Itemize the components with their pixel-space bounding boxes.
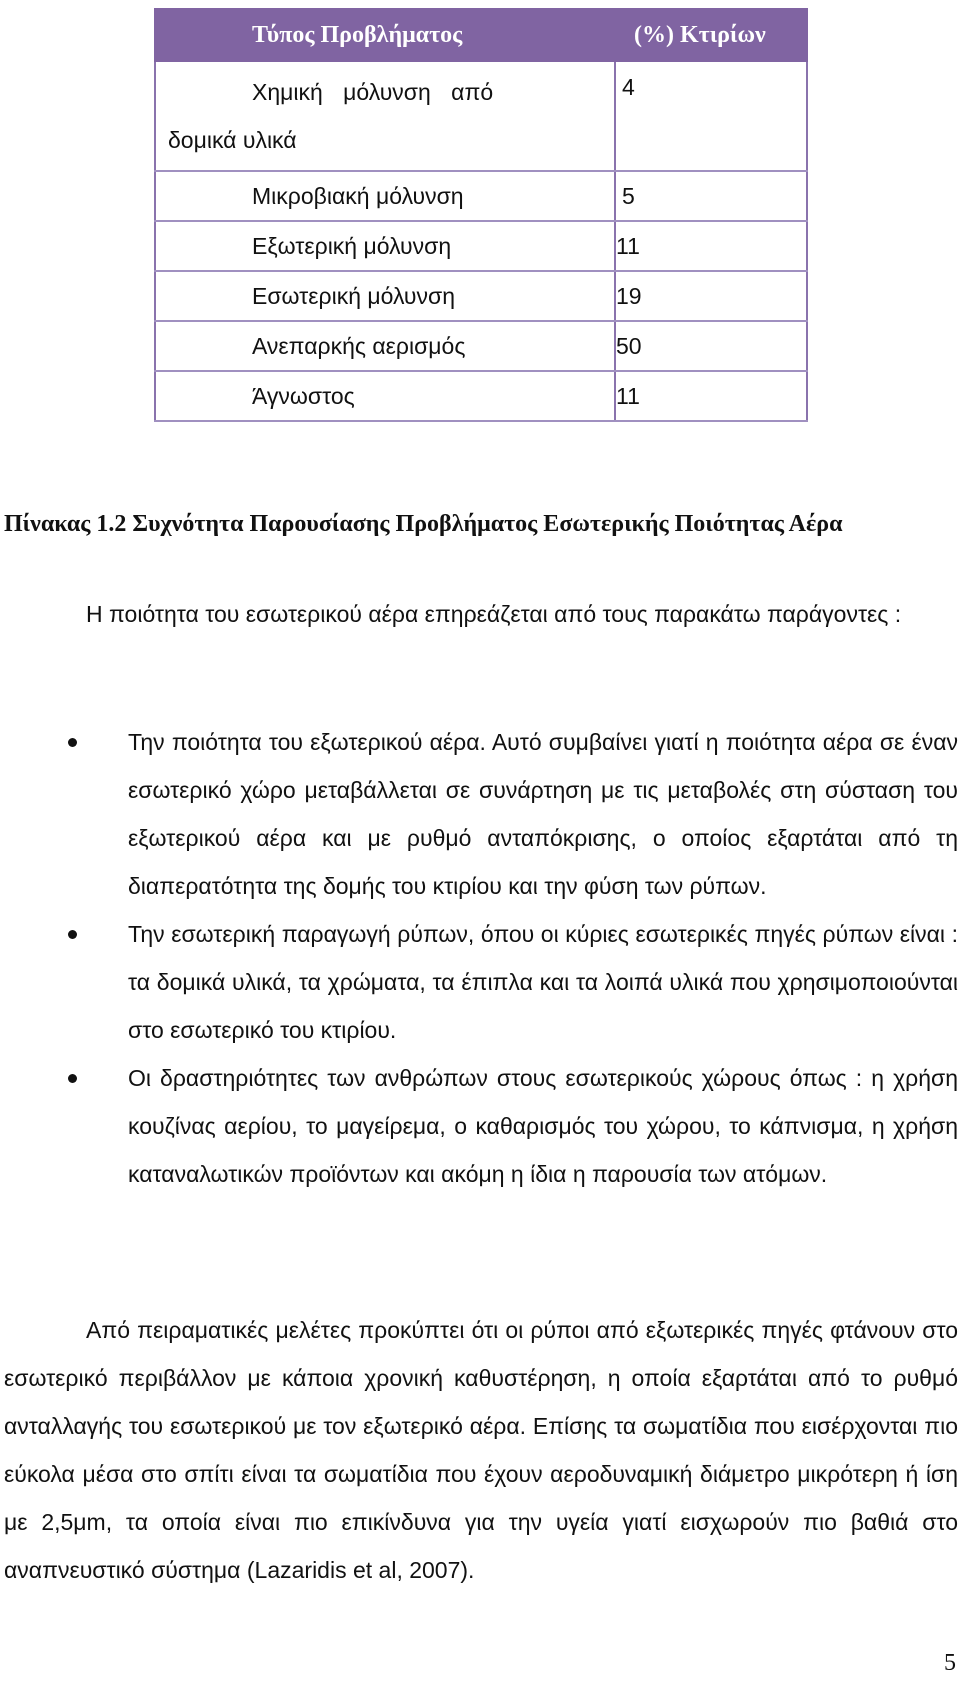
table-row [155, 271, 807, 321]
list-item [0, 1054, 958, 1198]
problem-type-cell: Άγνωστος [155, 371, 615, 421]
list-item-text: Οι δραστηριότητες των ανθρώπων στους εσωτερικούς χώρους όπως : η χρήση κουζίνας αερίου, το μαγείρεμα, ο καθαρισμός του χώρου, το κάπνισμα, η χρήση καταναλωτικών προϊόντων και ακόμη η ίδια η παρουσία των ατόμων. [128, 1065, 958, 1187]
table-row [155, 321, 807, 371]
problem-type-cell: Εξωτερική μόλυνση [155, 221, 615, 271]
table-caption: Πίνακας 1.2 Συχνότητα Παρουσίασης Προβλήματος Εσωτερικής Ποιότητας Αέρα [4, 511, 843, 537]
percent-cell: 19 [615, 271, 807, 321]
bullet-icon [68, 738, 77, 747]
problem-type-cell [155, 61, 615, 171]
list-item-text: Την ποιότητα του εξωτερικού αέρα. Αυτό συμβαίνει γιατί η ποιότητα αέρα σε έναν εσωτερικό χώρο μεταβάλλεται σε συνάρτηση με τις μεταβολές στη σύσταση του εξωτερικού αέρα και με ρυθμό ανταπόκρισης, ο οποίος εξαρτάται από τη διαπερατότητα της δομής του κτιρίου και την φύση των ρύπων. [128, 729, 958, 899]
percent-cell: 11 [615, 221, 807, 271]
intro-paragraph: Η ποιότητα του εσωτερικού αέρα επηρεάζεται από τους παρακάτω παράγοντες : [86, 601, 902, 627]
body-paragraph: Από πειραματικές μελέτες προκύπτει ότι οι ρύποι από εξωτερικές πηγές φτάνουν στο εσωτερικό περιβάλλον με κάποια χρονική καθυστέρηση, η οποία εξαρτάται από το ρυθμό ανταλλαγής του εσωτερικού με τον εξωτερικό αέρα. Επίσης τα σωματίδια που εισέρχονται πιο εύκολα μέσα στο σπίτι είναι τα σωματίδια που έχουν αεροδυναμική διάμετρο μικρότερη ή ίση με 2,5μm, τα οποία είναι πιο επικίνδυνα για την υγεία γιατί εισχωρούν πιο βαθιά στο αναπνευστικό σύστημα (Lazaridis et al, 2007). [4, 1317, 958, 1583]
percent-cell [615, 61, 807, 171]
percent-cell: 50 [615, 321, 807, 371]
percent-cell: 11 [615, 371, 807, 421]
percent-cell: 5 [615, 171, 807, 221]
list-item [0, 910, 958, 1054]
table-row [155, 371, 807, 421]
table-header-row [155, 9, 807, 61]
percent-value: 4 [622, 74, 635, 100]
problem-type-cell: Εσωτερική μόλυνση [155, 271, 615, 321]
building-problems-table [154, 8, 808, 422]
page-number: 5 [944, 1650, 956, 1676]
bullet-icon [68, 930, 77, 939]
header-building-percent: (%) Κτιρίων [615, 9, 807, 61]
factors-list [0, 718, 958, 1198]
list-item-text: Την εσωτερική παραγωγή ρύπων, όπου οι κύριες εσωτερικές πηγές ρύπων είναι : τα δομικά υλικά, τα χρώματα, τα έπιπλα και τα λοιπά υλικά που χρησιμοποιούνται στο εσωτερικό του κτιρίου. [128, 921, 958, 1043]
table-row [155, 221, 807, 271]
problem-type-cell: Μικροβιακή μόλυνση [155, 171, 615, 221]
list-item [0, 718, 958, 910]
problem-type-cell: Ανεπαρκής αερισμός [155, 321, 615, 371]
header-problem-type: Τύπος Προβλήματος [155, 9, 615, 61]
bullet-icon [68, 1074, 77, 1083]
problem-type-line2: δομικά υλικά [168, 127, 297, 153]
table-row [155, 171, 807, 221]
problem-type-line1: Χημική μόλυνση από [252, 79, 494, 105]
table-row [155, 61, 807, 171]
